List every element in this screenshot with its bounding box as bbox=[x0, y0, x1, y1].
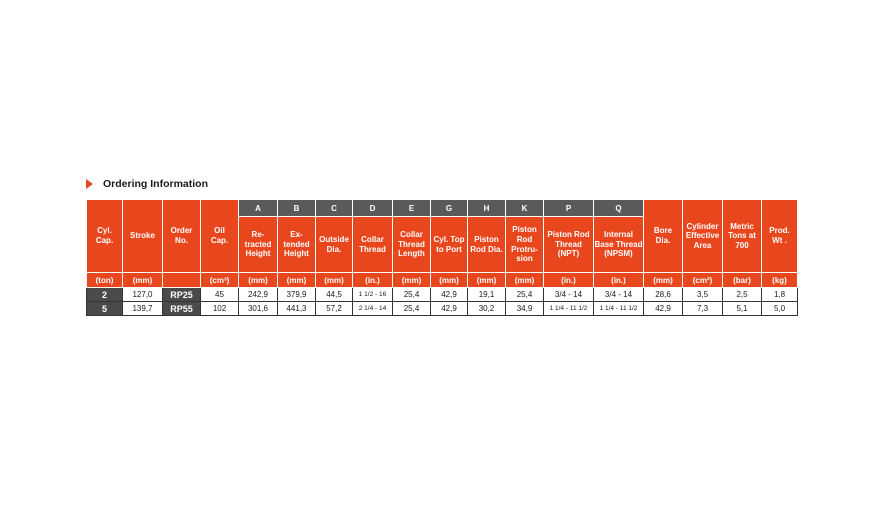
header-metric-tons: Metric Tons at 700 bbox=[723, 200, 762, 273]
header-g: Cyl. Top to Port bbox=[431, 217, 468, 273]
cell-stroke: 127,0 bbox=[123, 288, 163, 302]
header-bore-dia: Bore Dia. bbox=[644, 200, 683, 273]
letter-p: P bbox=[544, 200, 594, 217]
cell-c: 44,5 bbox=[316, 288, 353, 302]
header-p: Piston Rod Thread (NPT) bbox=[544, 217, 594, 273]
cell-bore: 28,6 bbox=[644, 288, 683, 302]
cell-cyl-cap: 2 bbox=[87, 288, 123, 302]
letter-row bbox=[87, 200, 798, 217]
letter-e: E bbox=[393, 200, 431, 217]
letter-q: Q bbox=[594, 200, 644, 217]
cell-g: 42,9 bbox=[431, 302, 468, 316]
units-row bbox=[87, 273, 798, 288]
unit-cell: (mm) bbox=[393, 273, 431, 288]
header-a: Re- tracted Height bbox=[239, 217, 278, 273]
cell-a: 242,9 bbox=[239, 288, 278, 302]
header-k: Piston Rod Protru- sion bbox=[506, 217, 544, 273]
arrow-bullet-icon bbox=[86, 179, 93, 189]
header-c: Outside Dia. bbox=[316, 217, 353, 273]
unit-cell: (mm) bbox=[506, 273, 544, 288]
cell-c: 57,2 bbox=[316, 302, 353, 316]
cell-oil-cap: 45 bbox=[201, 288, 239, 302]
unit-cell bbox=[163, 273, 201, 288]
cell-p: 1 1/4 - 11 1/2 bbox=[544, 302, 594, 316]
header-prod-wt: Prod. Wt . bbox=[762, 200, 798, 273]
unit-cell: (cm³) bbox=[201, 273, 239, 288]
header-e: Collar Thread Length bbox=[393, 217, 431, 273]
header-cyl-cap: Cyl. Cap. bbox=[87, 200, 123, 273]
unit-cell: (mm) bbox=[644, 273, 683, 288]
header-b: Ex- tended Height bbox=[278, 217, 316, 273]
section-title: Ordering Information bbox=[103, 178, 208, 190]
unit-cell: (mm) bbox=[468, 273, 506, 288]
cell-tons: 5,1 bbox=[723, 302, 762, 316]
cell-h: 19,1 bbox=[468, 288, 506, 302]
letter-g: G bbox=[431, 200, 468, 217]
header-h: Piston Rod Dia. bbox=[468, 217, 506, 273]
unit-cell: (ton) bbox=[87, 273, 123, 288]
cell-h: 30,2 bbox=[468, 302, 506, 316]
table-row bbox=[87, 288, 798, 302]
cell-g: 42,9 bbox=[431, 288, 468, 302]
cell-q: 3/4 - 14 bbox=[594, 288, 644, 302]
cell-q: 1 1/4 - 11 1/2 bbox=[594, 302, 644, 316]
cell-d: 2 1/4 - 14 bbox=[353, 302, 393, 316]
table-row bbox=[87, 302, 798, 316]
letter-c: C bbox=[316, 200, 353, 217]
cell-p: 3/4 - 14 bbox=[544, 288, 594, 302]
unit-cell: (in.) bbox=[594, 273, 644, 288]
cell-a: 301,6 bbox=[239, 302, 278, 316]
unit-cell: (in.) bbox=[353, 273, 393, 288]
cell-k: 34,9 bbox=[506, 302, 544, 316]
header-stroke: Stroke bbox=[123, 200, 163, 273]
letter-b: B bbox=[278, 200, 316, 217]
cell-wt: 1,8 bbox=[762, 288, 798, 302]
ordering-information-table bbox=[86, 199, 798, 316]
cell-stroke: 139,7 bbox=[123, 302, 163, 316]
unit-cell: (bar) bbox=[723, 273, 762, 288]
cell-b: 379,9 bbox=[278, 288, 316, 302]
cell-order-no: RP55 bbox=[163, 302, 201, 316]
unit-cell: (mm) bbox=[239, 273, 278, 288]
unit-cell: (mm) bbox=[316, 273, 353, 288]
unit-cell: (kg) bbox=[762, 273, 798, 288]
cell-bore: 42,9 bbox=[644, 302, 683, 316]
header-effective-area: Cylinder Effective Area bbox=[683, 200, 723, 273]
unit-cell: (mm) bbox=[278, 273, 316, 288]
cell-oil-cap: 102 bbox=[201, 302, 239, 316]
letter-d: D bbox=[353, 200, 393, 217]
cell-wt: 5,0 bbox=[762, 302, 798, 316]
cell-area: 7,3 bbox=[683, 302, 723, 316]
cell-k: 25,4 bbox=[506, 288, 544, 302]
cell-area: 3,5 bbox=[683, 288, 723, 302]
cell-cyl-cap: 5 bbox=[87, 302, 123, 316]
cell-order-no: RP25 bbox=[163, 288, 201, 302]
header-order-no: Order No. bbox=[163, 200, 201, 273]
cell-b: 441,3 bbox=[278, 302, 316, 316]
cell-e: 25,4 bbox=[393, 302, 431, 316]
cell-e: 25,4 bbox=[393, 288, 431, 302]
header-d: Collar Thread bbox=[353, 217, 393, 273]
header-oil-cap: Oil Cap. bbox=[201, 200, 239, 273]
unit-cell: (mm) bbox=[123, 273, 163, 288]
letter-h: H bbox=[468, 200, 506, 217]
letter-a: A bbox=[239, 200, 278, 217]
unit-cell: (cm²) bbox=[683, 273, 723, 288]
header-q: Internal Base Thread (NPSM) bbox=[594, 217, 644, 273]
unit-cell: (in.) bbox=[544, 273, 594, 288]
cell-tons: 2,5 bbox=[723, 288, 762, 302]
section-header bbox=[86, 175, 208, 193]
cell-d: 1 1/2 - 16 bbox=[353, 288, 393, 302]
letter-k: K bbox=[506, 200, 544, 217]
unit-cell: (mm) bbox=[431, 273, 468, 288]
